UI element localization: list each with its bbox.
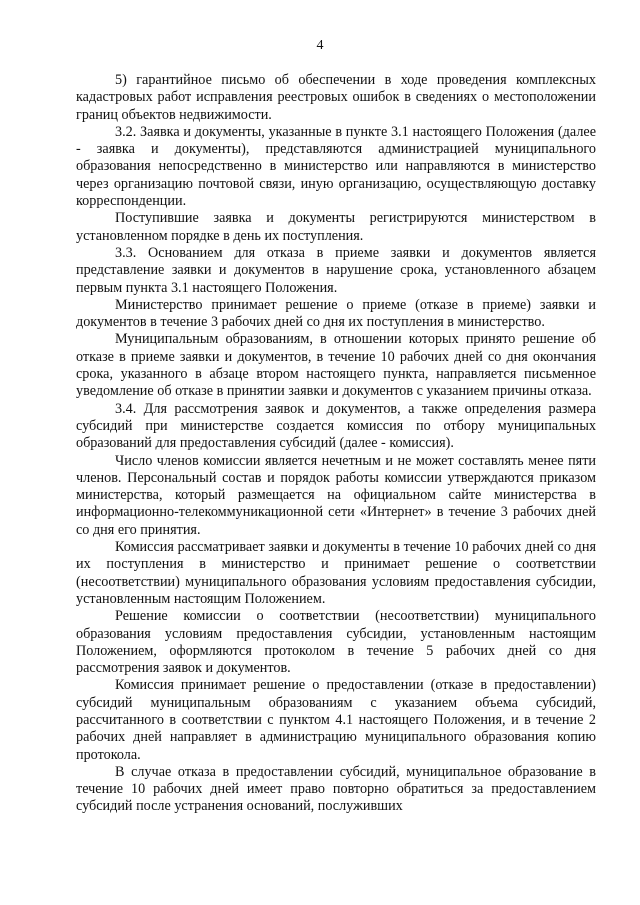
page-number: 4 <box>316 38 324 53</box>
paragraph-ministry-decision: Министерство принимает решение о приеме (отказе в приеме) заявки и документов в течение 3 рабочих дней со дня их поступления в министерство. <box>76 296 596 331</box>
paragraph-repeat-application: В случае отказа в предоставлении субсидий, муниципальное образование в течение 10 рабочих дней имеет право повторно обратиться за предоставлением субсидий после устранения оснований, послуживших <box>76 763 596 815</box>
paragraph-registration: Поступившие заявка и документы регистрируются министерством в установленном порядке в день их поступления. <box>76 210 596 244</box>
paragraph-3-4: 3.4. Для рассмотрения заявок и документов, а также определения размера субсидий при министерстве создается комиссия по отбору муниципальных образований для предоставления субсидий (далее - комиссия). <box>76 400 596 452</box>
document-body <box>76 72 596 816</box>
paragraph-3-2: 3.2. Заявка и документы, указанные в пункте 3.1 настоящего Положения (далее - заявка и документы), представляются администрацией муниципального образования непосредственно в министерство или направляются в министерство через организацию почтовой связи, иную организацию, осуществляющую доставку корреспонденции. <box>76 123 596 210</box>
paragraph-commission-members: Число членов комиссии является нечетным и не может составлять менее пяти членов. Персональный состав и порядок работы комиссии утверждаются приказом министерства, который размещается на официальном сайте министерства в информационно-телекоммуникационной сети «Интернет» в течение 3 рабочих дней со дня его принятия. <box>76 452 596 538</box>
paragraph-commission-subsidy-decision: Комиссия принимает решение о предоставлении (отказе в предоставлении) субсидий муниципальным образованиям с указанием объема субсидий, рассчитанного в соответствии с пунктом 4.1 настоящего Положения, и в течение 2 рабочих дней направляет в администрацию муниципального образования копию протокола. <box>76 677 596 763</box>
paragraph-commission-protocol: Решение комиссии о соответствии (несоответствии) муниципального образования условиям предоставления субсидии, установленным настоящим Положением, оформляются протоколом в течение 5 рабочих дней со дня рассмотрения заявок и документов. <box>76 608 596 677</box>
paragraph-item-5: 5) гарантийное письмо об обеспечении в ходе проведения комплексных кадастровых работ исправления реестровых ошибок в сведениях о местоположении границ объектов недвижимости. <box>76 72 596 123</box>
paragraph-commission-review: Комиссия рассматривает заявки и документы в течение 10 рабочих дней со дня их поступления в министерство и принимает решение о соответствии (несоответствии) муниципального образования условиям предоставления субсидии, установленным настоящим Положением. <box>76 539 596 607</box>
paragraph-refusal-notice: Муниципальным образованиям, в отношении которых принято решение об отказе в приеме заявки и документов, в течение 10 рабочих дней со дня окончания срока, указанного в абзаце втором настоящего пункта, направляется письменное уведомление об отказе в принятии заявки и документов с указанием причины отказа. <box>76 331 596 400</box>
paragraph-3-3: 3.3. Основанием для отказа в приеме заявки и документов является представление заявки и документов в нарушение срока, установленного абзацем первым пункта 3.1 настоящего Положения. <box>76 244 596 296</box>
